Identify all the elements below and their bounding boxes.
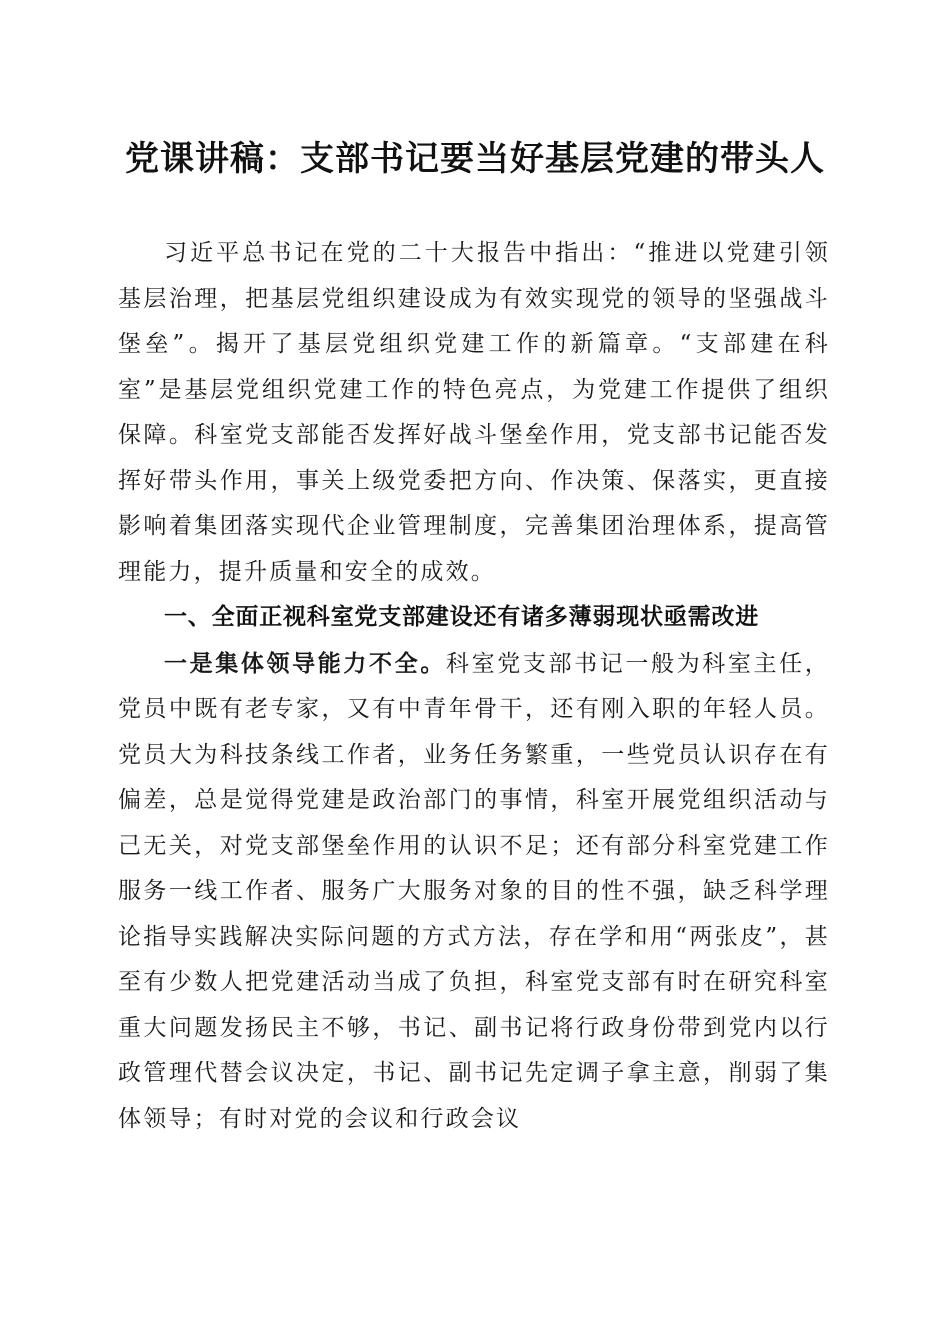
paragraph-lead: 一是集体领导能力不全。 bbox=[164, 649, 446, 677]
section-heading: 一、全面正视科室党支部建设还有诸多薄弱现状亟需改进 bbox=[164, 604, 759, 630]
page-title: 党课讲稿：支部书记要当好基层党建的带头人 bbox=[125, 139, 825, 179]
document-body bbox=[118, 231, 830, 1142]
paragraph-text: 科室党支部书记一般为科室主任，党员中既有老专家，又有中青年骨干，还有刚入职的年轻人员。党员大为科技条线工作者，业务任务繁重，一些党员认识存在有偏差，总是觉得党建是政治部门的事情，科室开展党组织活动与己无关，对党支部堡垒作用的认识不足；还有部分科室党建工作服务一线工作者、服务广大服务对象的目的性不强，缺乏科学理论指导实践解决实际问题的方式方法，存在学和用“两张皮”，甚至有少数人把党建活动当成了负担，科室党支部有时在研究科室重大问题发扬民主不够，书记、副书记将行政身份带到党内以行政管理代替会议决定，书记、副书记先定调子拿主意，削弱了集体领导；有时对党的会议和行政会议 bbox=[118, 650, 830, 1132]
body-paragraph bbox=[118, 641, 830, 1143]
intro-paragraph: 习近平总书记在党的二十大报告中指出：“推进以党建引领基层治理，把基层党组织建设成为有效实现党的领导的坚强战斗堡垒”。揭开了基层党组织党建工作的新篇章。“支部建在科室”是基层党组织党建工作的特色亮点，为党建工作提供了组织保障。科室党支部能否发挥好战斗堡垒作用，党支部书记能否发挥好带头作用，事关上级党委把方向、作决策、保落实，更直接影响着集团落实现代企业管理制度，完善集团治理体系，提高管理能力，提升质量和安全的成效。 bbox=[118, 240, 830, 585]
